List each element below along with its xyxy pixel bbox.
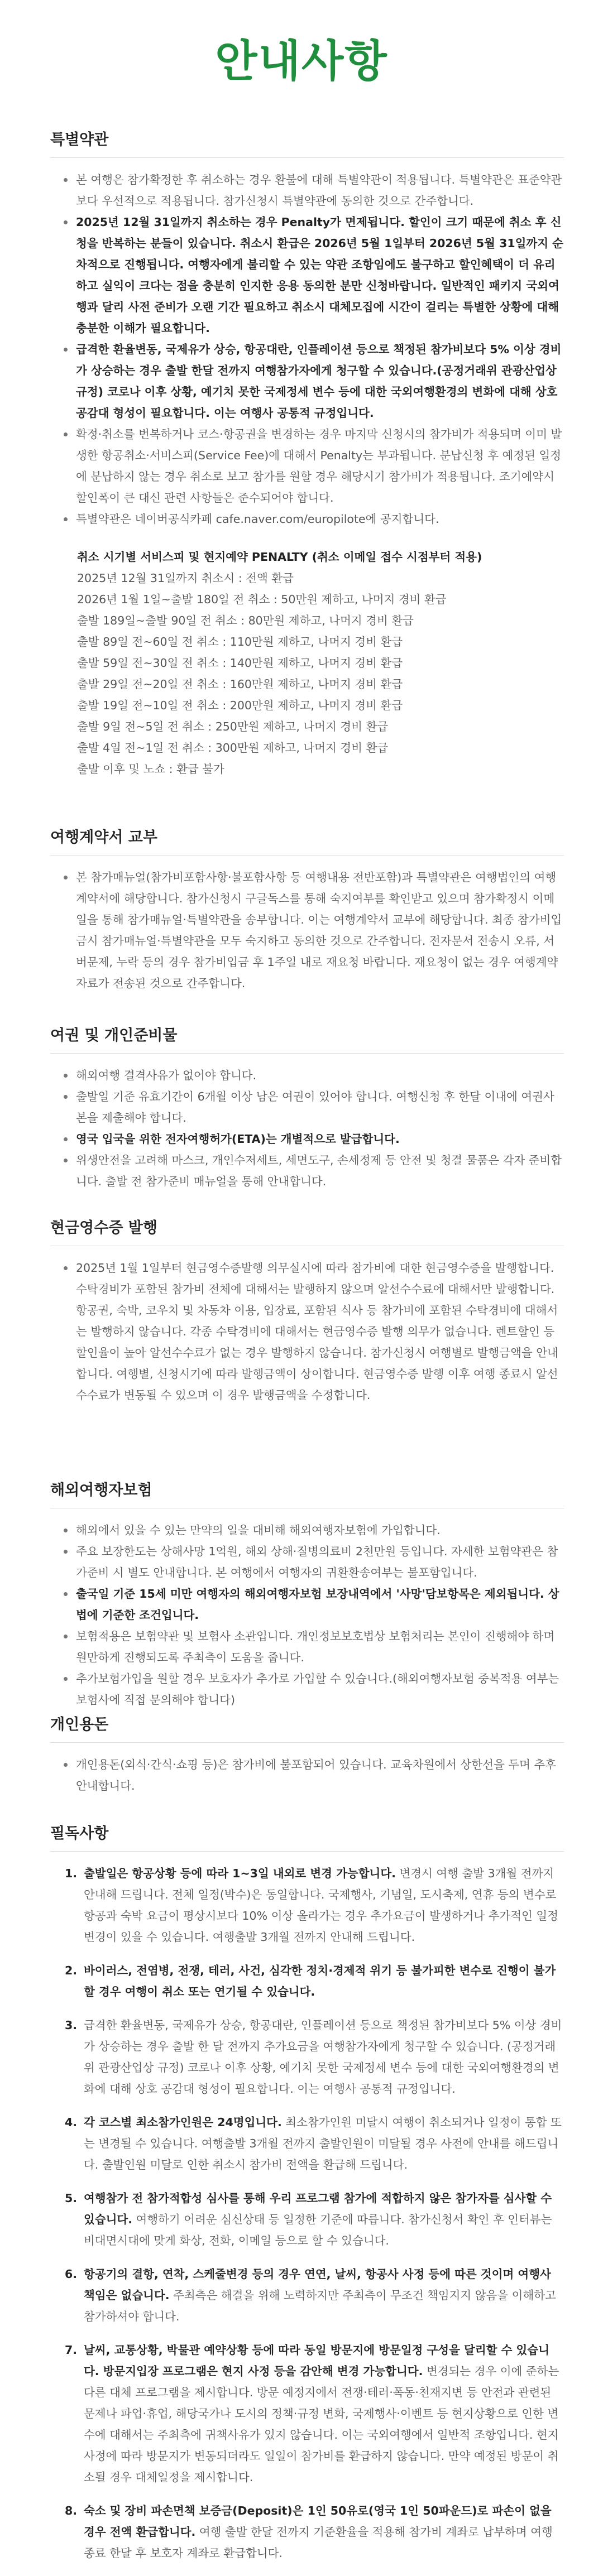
item-text: 급격한 환율변동, 국제유가 상승, 항공대란, 인플레이션 등으로 책정된 참가비보다 5% 이상 경비가 상승하는 경우 출발 한 달 전까지 추가요금을 여행참가자에게 청구할 수 있습니다. (공정거래위 관광산업상 규정) 코로나 이후 상황, 예기치 못한 국제정세 변수 등에 대한 국외여행환경의 변화에 대해 상호 공감대 형성이 필요합니다. 이는 여행사 공통적 규정입니다. xyxy=(84,2018,562,2096)
section-title: 현금영수증 발행 xyxy=(50,1217,564,1246)
insurance-list xyxy=(50,1520,564,1710)
list-item: 확정·취소를 번복하거나 코스·항공권을 변경하는 경우 마지막 신청시의 참가비가 적용되며 이미 발생한 항공취소·서비스피(Service Fee)에 대해서 Penalty는 부과됩니다. 분납신청 후 예정된 일정에 분납하지 않는 경우 취소로 보고 참가를 원할 경우 해당시기 참가비가 적용됩니다. 조기예약시 할인폭이 큰 대신 관련 사항들은 준수되어야 합니다. xyxy=(63,424,564,508)
contract-list xyxy=(50,867,564,994)
item-bold-text: 여행참가 전 참가적합성 심사를 통해 우리 프로그램 참가에 적합하지 않은 참가자를 심사할 수 있습니다. xyxy=(84,2191,552,2226)
item-text: 변경시 여행 출발 3개월 전까지 안내해 드립니다. 전체 일정(박수)은 동일합니다. 국제행사, 기념일, 도시축제, 연휴 등의 변수로 항공과 숙박 요금이 평상시보다 10% 이상 올라가는 경우 추가요금이 발생하거나 추가적인 일정변경이 있을 수 있습니다. 여행출발 3개월 전까지 안내해 드립니다. xyxy=(84,1867,558,1944)
section-title: 여행계약서 교부 xyxy=(50,826,564,856)
list-item: 영국 입국을 위한 전자여행허가(ETA)는 개별적으로 발급합니다. xyxy=(63,1128,564,1150)
penalty-line: 출발 9일 전~5일 전 취소 : 250만원 제하고, 나머지 경비 환급 xyxy=(77,720,389,733)
penalty-line: 출발 189일~출발 90일 전 취소 : 80만원 제하고, 나머지 경비 환급 xyxy=(77,614,414,627)
list-item: 위생안전을 고려해 마스크, 개인수저세트, 세면도구, 손세정제 등 안전 및 청결 물품은 각자 준비합니다. 출발 전 참가준비 매뉴얼을 통해 안내합니다. xyxy=(63,1150,564,1192)
section-title: 여권 및 개인준비물 xyxy=(50,1024,564,1054)
item-bold-text: 숙소 및 장비 파손면책 보증금(Deposit)은 1인 50유로(영국 1인 50파운드)로 파손이 없을 경우 전액 환급합니다. xyxy=(84,2504,552,2539)
receipt-list xyxy=(50,1257,564,1406)
list-item xyxy=(65,2188,564,2251)
item-number: 3. xyxy=(65,2018,78,2032)
list-item xyxy=(65,2263,564,2327)
penalty-line: 2025년 12월 31일까지 취소시 : 전액 환급 xyxy=(77,571,294,585)
passport-section xyxy=(50,1024,564,1192)
item-text: 여행 출발 한달 전까지 기준환율을 적용해 참가비 계좌로 납부하며 여행 종료 한달 후 보호자 계좌로 환급합니다. xyxy=(84,2525,553,2560)
list-item: 출국일 기준 15세 미만 여행자의 해외여행자보험 보장내역에서 '사망'담보항목은 제외됩니다. 상법에 기준한 조건입니다. xyxy=(63,1583,564,1626)
item-bold-text: 바이러스, 전염병, 전쟁, 테러, 사건, 심각한 정치·경제적 위기 등 불가피한 변수로 진행이 불가할 경우 여행이 취소 또는 연기될 수 있습니다. xyxy=(84,1964,556,1998)
penalty-line: 출발 89일 전~60일 전 취소 : 110만원 제하고, 나머지 경비 환급 xyxy=(77,635,403,648)
special-terms-section xyxy=(50,128,564,780)
section-title: 해외여행자보험 xyxy=(50,1479,564,1508)
list-item xyxy=(65,1863,564,1948)
penalty-line: 출발 59일 전~30일 전 취소 : 140만원 제하고, 나머지 경비 환급 xyxy=(77,656,403,670)
list-item: 해외여행 결격사유가 없어야 합니다. xyxy=(63,1065,564,1086)
list-item: 출발일 기준 유효기간이 6개월 이상 남은 여권이 있어야 합니다. 여행신청 후 한달 이내에 여권사본을 제출해야 합니다. xyxy=(63,1086,564,1128)
section-title: 특별약관 xyxy=(50,128,564,158)
item-number: 2. xyxy=(65,1964,78,1977)
item-text: 주최측은 해결을 위해 노력하지만 주최측이 무조건 책임지지 않음을 이해하고 참가하셔야 합니다. xyxy=(84,2289,556,2323)
section-title: 필독사항 xyxy=(50,1822,564,1852)
item-number: 5. xyxy=(65,2191,78,2205)
list-item xyxy=(65,2112,564,2175)
list-item xyxy=(65,2015,564,2099)
special-terms-list xyxy=(50,169,564,530)
allowance-list xyxy=(50,1754,564,1796)
item-bold-text: 출발일은 항공상황 등에 따라 1~3일 내외로 변경 가능합니다. xyxy=(84,1867,396,1880)
penalty-line: 출발 19일 전~10일 전 취소 : 200만원 제하고, 나머지 경비 환급 xyxy=(77,699,403,712)
list-item: 개인용돈(외식·간식·쇼핑 등)은 참가비에 불포함되어 있습니다. 교육차원에서 상한선을 두며 추후 안내합니다. xyxy=(63,1754,564,1796)
item-bold-text: 각 코스별 최소참가인원은 24명입니다. xyxy=(84,2116,282,2129)
list-item: 본 여행은 참가확정한 후 취소하는 경우 환불에 대해 특별약관이 적용됩니다. 특별약관은 표준약관보다 우선적으로 적용됩니다. 참가신청시 특별약관에 동의한 것으로 간주합니다. xyxy=(63,169,564,212)
list-item: 보험적용은 보험약관 및 보험사 소관입니다. 개인정보보호법상 보험처리는 본인이 진행해야 하며 원만하게 진행되도록 주최측이 도움을 줍니다. xyxy=(63,1626,564,1668)
penalty-heading: 취소 시기별 서비스피 및 현지예약 PENALTY (취소 이메일 접수 시점부터 적용) xyxy=(77,550,482,564)
item-text: 변경되는 경우 이에 준하는 다른 대체 프로그램을 제시합니다. 방문 예정지에서 전쟁·테러·폭동·천재지변 등 안전과 관련된 문제나 파업·휴업, 해당국가나 도시의 정책·규정 변화, 국제행사·이벤트 등 현지상황으로 인한 변수에 대해서는 주최측에 귀책사유가 있지 않습니다. 이는 국외여행에서 일반적 조항입니다. 현지사정에 따라 방문지가 변동되더라도 일일이 참가비를 환급하지 않습니다. 만약 예정된 방문이 취소될 경우 대체일정을 제시합니다. xyxy=(84,2364,559,2484)
list-item: 2025년 12월 31일까지 취소하는 경우 Penalty가 면제됩니다. 할인이 크기 때문에 취소 후 신청을 반복하는 분들이 있습니다. 취소시 환급은 2026년 5월 1일부터 2026년 5월 31일까지 순차적으로 진행됩니다. 여행자에게 불리할 수 있는 약관 조항임에도 불구하고 할인혜택이 더 유리하고 실익이 크다는 점을 충분히 인지한 응용 동의한 분만 신청바랍니다. 일반적인 패키지 국외여행과 달리 사전 준비가 오랜 기간 필요하고 취소시 대체모집에 시간이 걸리는 특별한 상황에 대해 충분한 이해가 필요합니다. xyxy=(63,212,564,339)
allowance-section xyxy=(50,1713,564,1796)
item-number: 7. xyxy=(65,2343,78,2357)
penalty-line: 출발 29일 전~20일 전 취소 : 160만원 제하고, 나머지 경비 환급 xyxy=(77,677,403,691)
section-title: 개인용돈 xyxy=(50,1713,564,1743)
insurance-section xyxy=(50,1479,564,1710)
penalty-line: 출발 이후 및 노쇼 : 환급 불가 xyxy=(77,762,224,776)
item-number: 8. xyxy=(65,2504,78,2517)
list-item xyxy=(65,1960,564,2002)
list-item: 2025년 1월 1일부터 현금영수증발행 의무실시에 따라 참가비에 대한 현금영수증을 발행합니다. 수탁경비가 포함된 참가비 전체에 대해서는 발행하지 않으며 알선수수료에 대해서만 발행합니다. 항공권, 숙박, 코우치 및 차동차 이용, 입장료, 포함된 식사 등 참가비에 포함된 수탁경비에 대해서는 발행하지 않습니다. 각종 수탁경비에 대해서는 현금영수증 발행 의무가 없습니다. 렌트할인 등 할인율이 높아 알선수수료가 없는 경우 발행하지 않습니다. 참가신청시 여행별로 발행금액을 안내합니다. 여행별, 신청시기에 따라 발행금액이 상이합니다. 현금영수증 발행 이후 여행 종료시 알선수수료가 변동될 수 있으며 이 경우 발행금액을 수정합니다. xyxy=(63,1257,564,1406)
list-item xyxy=(65,2500,564,2564)
penalty-line: 2026년 1월 1일~출발 180일 전 취소 : 50만원 제하고, 나머지 경비 환급 xyxy=(77,593,447,606)
item-bold-text: 날씨, 교통상황, 박물관 예약상황 등에 따라 동일 방문지에 방문일정 구성을 달리할 수 있습니다. 방문지입장 프로그램은 현지 사정 등을 감안해 변경 가능합니다. xyxy=(84,2343,549,2378)
item-bold-text: 항공기의 결항, 연착, 스케줄변경 등의 경우 연연, 날씨, 항공사 사정 등에 따른 것이며 여행사 책임은 없습니다. xyxy=(84,2267,551,2302)
must-read-section xyxy=(50,1822,564,2576)
list-item: 본 참가매뉴얼(참가비포함사항·불포함사항 등 여행내용 전반포함)과 특별약관은 여행법인의 여행계약서에 해당합니다. 참가신청시 구글독스를 통해 숙지여부를 확인받고 있으며 참가확정시 이메일을 통해 참가매뉴얼·특별약관을 송부합니다. 이는 여행계약서 교부에 해당합니다. 최종 참가비입금시 참가매뉴얼·특별약관을 모두 숙지하고 동의한 것으로 간주합니다. 전자문서 전송시 오류, 서버문제, 누락 등의 경우 참가비입금 후 1주일 내로 재요청 바랍니다. 재요청이 없는 경우 여행계약 자료가 전송된 것으로 간주합니다. xyxy=(63,867,564,994)
page-title: 안내사항 xyxy=(215,36,388,86)
penalty-table xyxy=(50,546,564,780)
item-text: 여행하기 어려운 심신상태 등 일정한 기준에 따릅니다. 참가신청서 확인 후 인터뷰는 비대면시대에 맞게 화상, 전화, 이메일 등으로 할 수 있습니다. xyxy=(84,2213,552,2247)
contract-section xyxy=(50,826,564,994)
passport-list xyxy=(50,1065,564,1192)
item-number: 4. xyxy=(65,2116,78,2129)
list-item: 특별약관은 네이버공식카페 cafe.naver.com/europilote에 공지합니다. xyxy=(63,508,564,530)
list-item xyxy=(65,2339,564,2488)
list-item: 급격한 환율변동, 국제유가 상승, 항공대란, 인플레이션 등으로 책정된 참가비보다 5% 이상 경비가 상승하는 경우 출발 한달 전까지 여행참가자에게 청구할 수 있습니다.(공정거래위 관광산업상 규정) 코로나 이후 상황, 예기치 못한 국제정세 변수 등에 대한 국외여행환경의 변화에 대해 상호 공감대 형성이 필요합니다. 이는 여행사 공통적 규정입니다. xyxy=(63,339,564,424)
list-item: 해외에서 있을 수 있는 만약의 일을 대비해 해외여행자보험에 가입합니다. xyxy=(63,1520,564,1541)
item-number: 6. xyxy=(65,2267,78,2281)
must-read-list xyxy=(50,1863,564,2564)
list-item: 주요 보장한도는 상해사망 1억원, 해외 상해·질병의료비 2천만원 등입니다. 자세한 보험약관은 참가준비 시 별도 안내합니다. 본 여행에서 여행자의 귀환환송여부는 불포함입니다. xyxy=(63,1541,564,1583)
penalty-line: 출발 4일 전~1일 전 취소 : 300만원 제하고, 나머지 경비 환급 xyxy=(77,741,389,754)
item-number: 1. xyxy=(65,1867,78,1880)
list-item: 추가보험가입을 원할 경우 보호자가 추가로 가입할 수 있습니다.(해외여행자보험 중복적용 여부는 보험사에 직접 문의해야 합니다) xyxy=(63,1668,564,1710)
item-text: 최소참가인원 미달시 여행이 취소되거나 일정이 통합 또는 변경될 수 있습니다. 여행출발 3개월 전까지 출발인원이 미달될 경우 사전에 안내를 해드립니다. 출발인원 미달로 인한 취소시 참가비 전액을 환급해 드립니다. xyxy=(84,2116,562,2171)
receipt-section xyxy=(50,1217,564,1406)
